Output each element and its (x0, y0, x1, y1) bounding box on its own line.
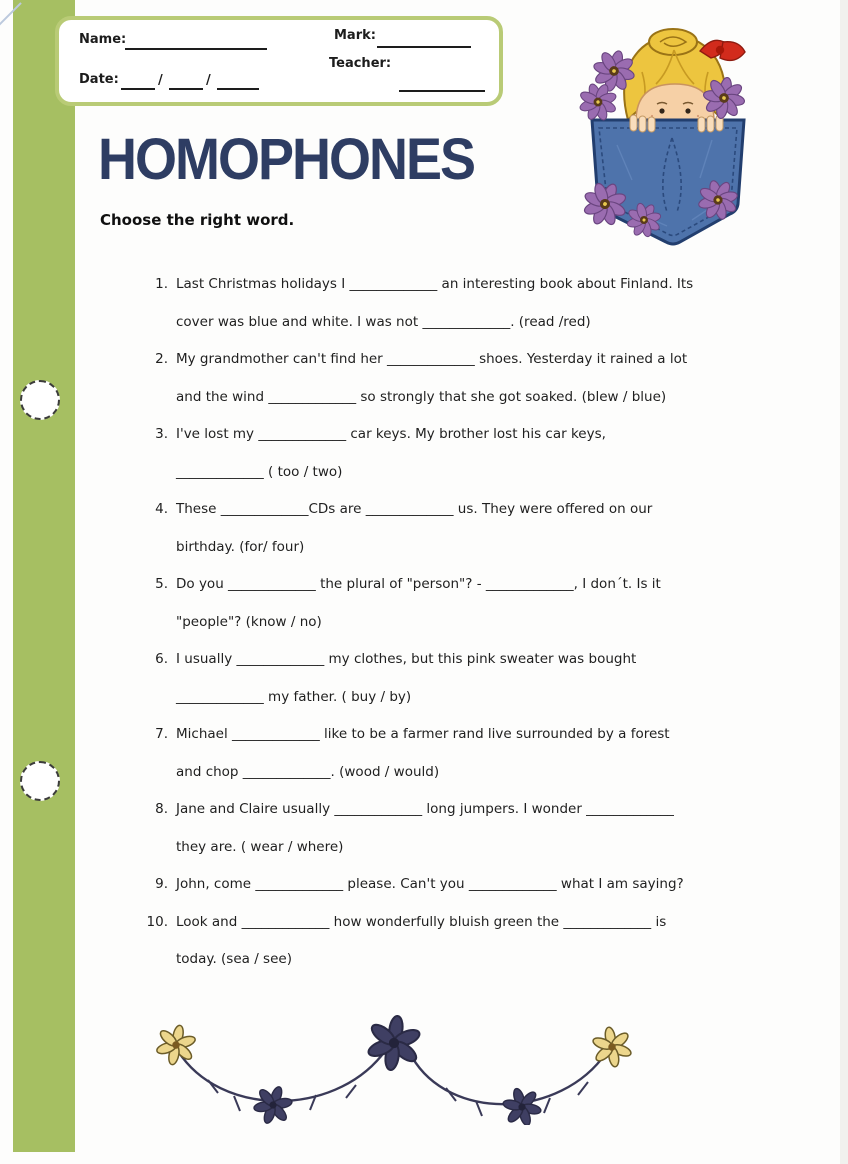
date-blank-month (169, 88, 203, 90)
item-number: 4. (155, 501, 168, 517)
exercise-item (155, 491, 796, 566)
sentence-line: _____________ ( too / two) (176, 463, 343, 480)
green-binder-strip (13, 0, 75, 1152)
punch-hole-icon (20, 380, 60, 420)
pocket-girl-illustration (572, 20, 784, 252)
date-slash: / (206, 73, 211, 88)
yellow-flower-icon (153, 1021, 200, 1068)
date-blank-day (121, 88, 155, 90)
date-label: Date: (79, 72, 119, 87)
exercise-list (146, 266, 796, 979)
item-number: 1. (155, 276, 168, 292)
sentence-line: I've lost my _____________ car keys. My brother lost his car keys, (176, 426, 606, 442)
sentence-line: they are. ( wear / where) (176, 838, 344, 855)
item-number: 6. (155, 651, 168, 667)
dark-flower-icon (498, 1083, 546, 1125)
item-number: 10. (146, 913, 168, 930)
sentence-line: My grandmother can't find her _____________ shoes. Yesterday it rained a lot (176, 351, 688, 367)
sentence-line: Last Christmas holidays I _____________ an interesting book about Finland. Its (176, 276, 694, 292)
name-label: Name: (79, 32, 127, 47)
sentence-line: and the wind _____________ so strongly that she got soaked. (blew / blue) (176, 388, 667, 405)
sentence-line: Michael _____________ like to be a farmer rand live surrounded by a forest (176, 726, 670, 742)
item-number: 2. (155, 351, 168, 367)
item-number: 9. (155, 876, 168, 892)
item-number: 8. (155, 801, 168, 817)
date-slash: / (158, 73, 163, 88)
denim-pocket (592, 120, 744, 244)
instruction-text: Choose the right word. (100, 211, 295, 229)
exercise-item (146, 904, 796, 979)
flower-garland-decoration (150, 995, 650, 1125)
date-blank-year (217, 88, 259, 90)
sentence-line: Look and _____________ how wonderfully bluish green the _____________ is (176, 913, 667, 930)
sentence-line: These _____________CDs are _____________ us. They were offered on our (176, 501, 653, 517)
mark-label: Mark: (334, 28, 376, 43)
item-number: 3. (155, 426, 168, 442)
item-number: 7. (155, 726, 168, 742)
exercise-item (155, 716, 796, 791)
exercise-item (155, 866, 796, 904)
yellow-flower-icon (589, 1024, 635, 1070)
exercise-item (155, 341, 796, 416)
sentence-line: John, come _____________ please. Can't you _____________ what I am saying? (176, 876, 684, 892)
item-number: 5. (155, 576, 168, 592)
sentence-line: I usually _____________ my clothes, but this pink sweater was bought (176, 651, 637, 667)
teacher-label: Teacher: (329, 56, 392, 71)
punch-hole-icon (20, 761, 60, 801)
sentence-line: Jane and Claire usually _____________ long jumpers. I wonder _____________ (176, 801, 674, 817)
adjacent-page-edge (840, 0, 848, 1164)
exercise-item (155, 641, 796, 716)
sentence-line: cover was blue and white. I was not _____________. (read /red) (176, 313, 591, 330)
sentence-line: _____________ my father. ( buy / by) (176, 688, 412, 705)
exercise-item (155, 416, 796, 491)
sentence-line: and chop _____________. (wood / would) (176, 763, 440, 780)
sentence-line: today. (sea / see) (176, 951, 292, 967)
mark-blank-line (377, 46, 471, 48)
exercise-item (155, 566, 796, 641)
exercise-item (155, 791, 796, 866)
teacher-blank-line (399, 90, 485, 92)
name-blank-line (125, 48, 267, 50)
sentence-line: "people"? (know / no) (176, 613, 322, 630)
dark-flower-icon (249, 1080, 298, 1125)
student-info-box (55, 16, 503, 106)
sentence-line: Do you _____________ the plural of "person"? - _____________, I don´t. Is it (176, 576, 661, 592)
sentence-line: birthday. (for/ four) (176, 538, 305, 555)
exercise-item (155, 266, 796, 341)
page-title: HOMOPHONES (98, 127, 475, 192)
